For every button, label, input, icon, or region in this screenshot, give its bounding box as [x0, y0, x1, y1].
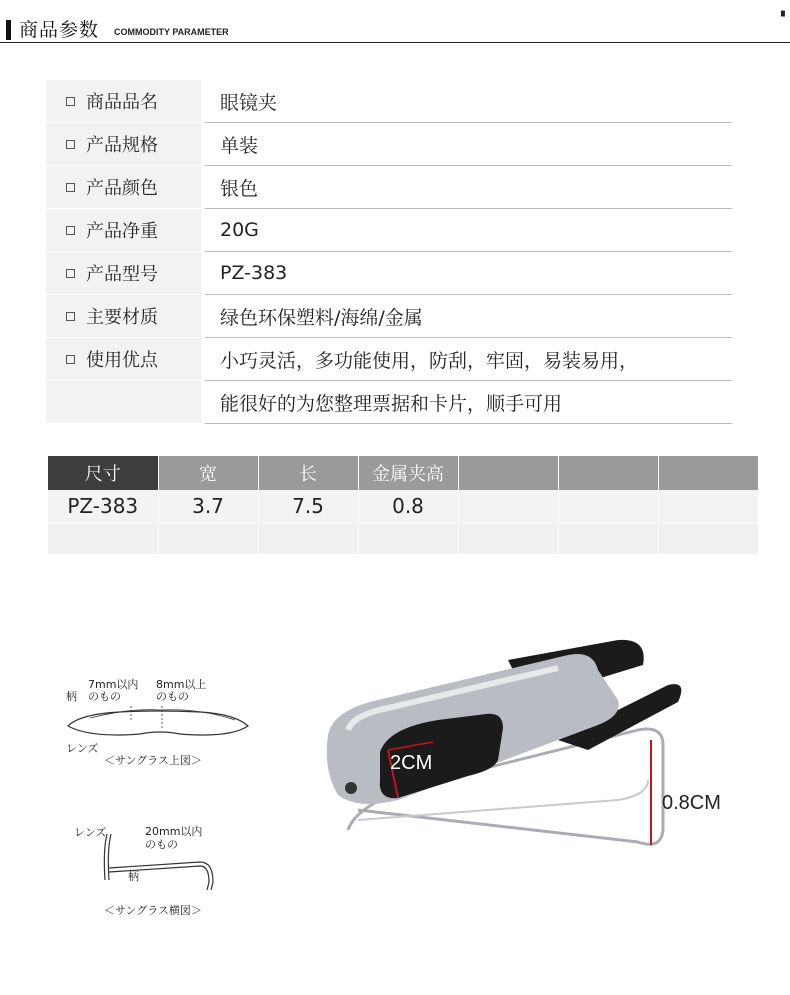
param-value: 绿色环保塑料/海绵/金属 [205, 295, 732, 338]
table-cell [48, 523, 158, 554]
param-row [46, 295, 732, 338]
header-cell [558, 456, 658, 490]
table-cell [658, 523, 758, 554]
param-label [46, 209, 201, 251]
param-value: 单装 [205, 123, 732, 166]
param-label [46, 80, 201, 122]
param-value: 小巧灵活，多功能使用，防刮，牢固，易装易用， [205, 338, 732, 381]
section-title: 商品参数 [19, 19, 100, 41]
side-note: 20mm以内 [145, 825, 203, 838]
table-cell [558, 523, 658, 554]
table-cell [658, 490, 758, 523]
size-table-empty-row [48, 523, 758, 554]
top-caption: ＜サングラス上図＞ [104, 754, 202, 767]
bullet-square-icon [66, 226, 75, 235]
header-cell [658, 456, 758, 490]
param-row [46, 381, 732, 424]
table-cell [258, 523, 358, 554]
top-note-1b: のもの [88, 690, 121, 703]
side-caption: ＜サングラス横図＞ [104, 904, 202, 917]
param-label-text: 产品规格 [86, 135, 158, 156]
size-table-row [48, 490, 758, 523]
param-label [46, 123, 201, 165]
param-row [46, 252, 732, 295]
param-label [46, 338, 201, 380]
param-row [46, 123, 732, 166]
param-label [46, 166, 201, 208]
param-label-text: 产品颜色 [86, 178, 158, 199]
param-row [46, 80, 732, 123]
dimension-width-label: 2CM [390, 752, 433, 774]
param-label-text: 商品品名 [86, 92, 158, 113]
param-label-text: 主要材质 [86, 307, 158, 328]
param-label [46, 295, 201, 337]
parameter-list [46, 80, 732, 424]
table-cell: 3.7 [158, 490, 258, 523]
table-cell: PZ-383 [48, 490, 158, 523]
header-divider [0, 42, 790, 43]
top-handle-label: 柄 [66, 690, 77, 703]
side-lens-label: レンズ [74, 826, 107, 839]
param-label-text: 使用优点 [86, 350, 158, 371]
table-cell [458, 523, 558, 554]
size-table [48, 456, 759, 554]
dimension-height-label: 0.8CM [662, 792, 721, 814]
param-value: 银色 [205, 166, 732, 209]
table-cell [558, 490, 658, 523]
header-cell: 金属夹高 [358, 456, 458, 490]
table-cell [158, 523, 258, 554]
param-value: 眼镜夹 [205, 80, 732, 123]
param-label-text: 产品型号 [86, 264, 158, 285]
bullet-square-icon [66, 97, 75, 106]
bullet-square-icon [66, 269, 75, 278]
header-cell: 尺寸 [48, 456, 158, 490]
table-cell: 0.8 [358, 490, 458, 523]
corner-mark-icon: ▗ [777, 6, 785, 17]
top-note-2b: のもの [156, 690, 189, 703]
param-label [46, 252, 201, 294]
top-lens-label: レンズ [66, 742, 99, 755]
param-value: 20G [205, 209, 732, 252]
param-label-text: 产品净重 [86, 221, 158, 242]
header-accent-bar [6, 20, 11, 40]
side-handle-label: 柄 [128, 870, 139, 883]
header-cell: 长 [258, 456, 358, 490]
table-cell [358, 523, 458, 554]
table-cell [458, 490, 558, 523]
top-note-2: 8mm以上 [156, 678, 207, 691]
section-subtitle: COMMODITY PARAMETER [114, 27, 229, 37]
bullet-square-icon [66, 312, 75, 321]
header-cell: 宽 [158, 456, 258, 490]
param-row [46, 166, 732, 209]
param-value: PZ-383 [205, 252, 732, 295]
table-cell: 7.5 [258, 490, 358, 523]
bullet-square-icon [66, 355, 75, 364]
glasses-clip-product-image [318, 630, 738, 860]
header-cell [458, 456, 558, 490]
param-row [46, 338, 732, 381]
bullet-square-icon [66, 183, 75, 192]
param-label [46, 381, 201, 423]
param-value: 能很好的为您整理票据和卡片，顺手可用 [205, 381, 732, 424]
size-table-header [48, 456, 758, 490]
bullet-square-icon [66, 140, 75, 149]
side-note-b: のもの [145, 838, 178, 851]
top-note-1: 7mm以内 [88, 678, 139, 691]
param-row [46, 209, 732, 252]
